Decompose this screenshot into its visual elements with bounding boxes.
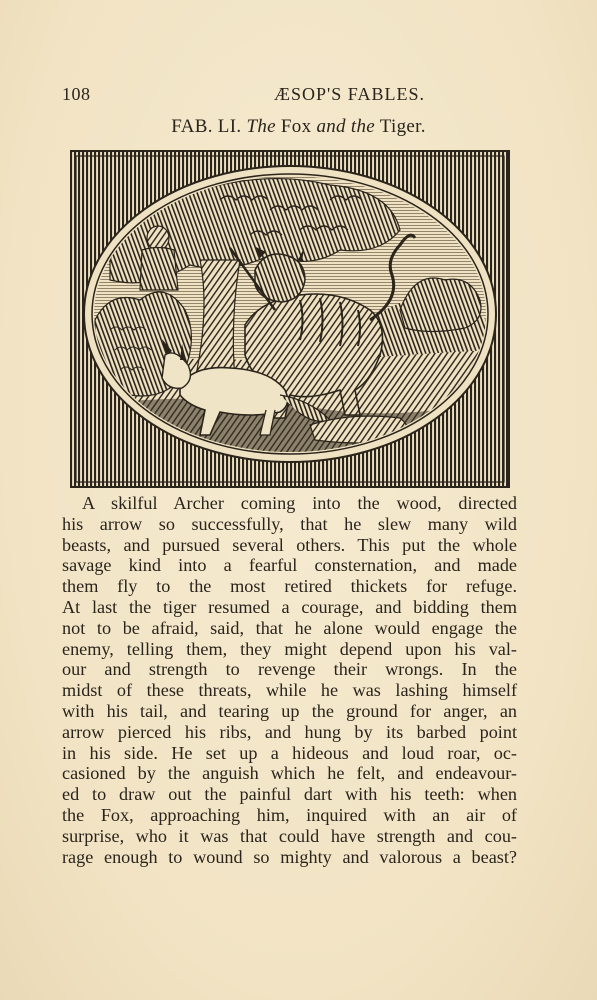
text-line: enemy, telling them, they might depend upon his val- (62, 638, 517, 659)
fable-body-text (62, 493, 517, 867)
text-line: our and strength to revenge their wrongs. In the (62, 659, 517, 680)
fable-title-the-2: the (350, 116, 376, 137)
text-line: them fly to the most retired thickets for refuge. (62, 576, 517, 597)
text-line: surprise, who it was that could have strength and cou- (62, 825, 517, 846)
text-line: A skilful Archer coming into the wood, directed (82, 493, 517, 513)
page-number: 108 (62, 84, 91, 104)
fable-heading (0, 116, 597, 138)
text-line: ed to draw out the painful dart with his teeth: when (62, 784, 517, 805)
text-line: not to be afraid, said, that he alone would engage the (62, 617, 517, 638)
running-head (62, 84, 522, 108)
text-line: arrow pierced his ribs, and hung by its barbed point (62, 721, 517, 742)
fable-title-fox: Fox (280, 116, 312, 137)
text-line: with his tail, and tearing up the ground for anger, an (62, 700, 517, 721)
running-title: ÆSOP'S FABLES. (274, 84, 425, 104)
fable-title-and: and (316, 116, 346, 137)
text-line: in his side. He set up a hideous and loud roar, oc- (62, 742, 517, 763)
text-line: midst of these threats, while he was lashing himself (62, 680, 517, 701)
fable-title-the: The (246, 116, 276, 137)
text-line: At last the tiger resumed a courage, and bidding them (62, 596, 517, 617)
text-line: his arrow so successfully, that he slew many wild (62, 513, 517, 534)
text-line: rage enough to wound so mighty and valorous a beast? (62, 846, 517, 867)
fable-number: FAB. LI. (171, 116, 242, 137)
text-line: savage kind into a fearful consternation, and made (62, 555, 517, 576)
text-line: casioned by the anguish which he felt, and endeavour- (62, 763, 517, 784)
woodcut-illustration (70, 150, 510, 488)
fable-title-tiger: Tiger. (379, 116, 426, 137)
text-line: the Fox, approaching him, inquired with an air of (62, 804, 517, 825)
text-line: beasts, and pursued several others. This put the whole (62, 534, 517, 555)
